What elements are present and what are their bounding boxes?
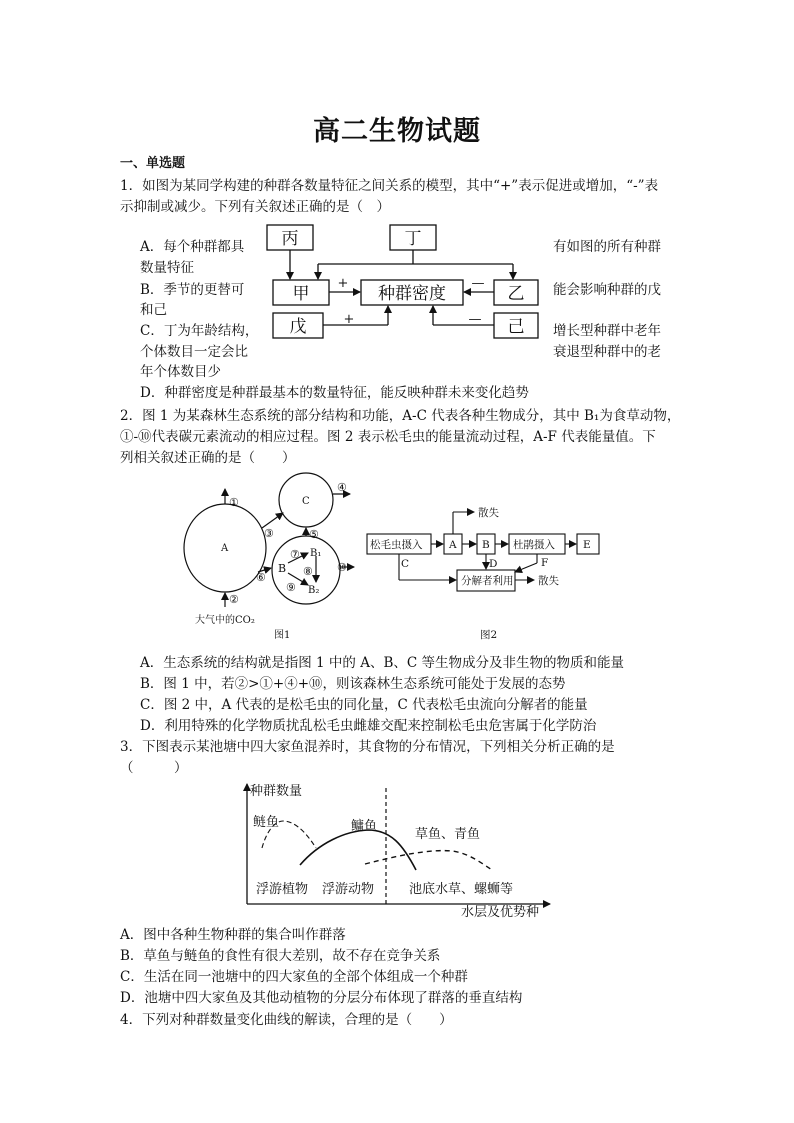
sign-minus-yi: — — [471, 276, 485, 291]
q2-stem-line2: ①-⑩代表碳元素流动的相应过程。图 2 表示松毛虫的能量流动过程，A-F 代表能量值。下 — [120, 429, 656, 445]
graph-zone3: 池底水草、螺蛳等 — [409, 882, 514, 897]
graph-silver: 鲢鱼 — [253, 815, 280, 830]
sign-plus-jia: + — [337, 276, 349, 291]
fig2-f: F — [541, 557, 549, 569]
fig2-a: A — [449, 539, 457, 551]
curve-bighead — [300, 830, 416, 870]
fig1-label-a: A — [221, 543, 229, 554]
q1-option-c-right1: 增长型种群中老年 — [553, 323, 661, 339]
graph-bighead: 鳙鱼 — [351, 819, 378, 834]
fig1-label-b1: B₁ — [310, 548, 322, 559]
label-ding: 丁 — [404, 229, 422, 249]
fig2-e: E — [583, 539, 591, 551]
fig2-caption: 图2 — [480, 629, 498, 641]
q1-option-c-line2: 个体数目一定会比 — [140, 344, 248, 360]
fig1-n5: ⑤ — [309, 528, 319, 541]
fig1-n3: ③ — [264, 527, 274, 540]
fig1-n7: ⑦ — [290, 548, 300, 561]
graph-ylabel: 种群数量 — [250, 784, 303, 799]
label-wu: 戊 — [289, 317, 307, 337]
fig2-loss2: 散失 — [538, 575, 559, 587]
q1-option-d: D．种群密度是种群最基本的数量特征，能反映种群未来变化趋势 — [140, 385, 529, 401]
q2-option-a: A．生态系统的结构就是指图 1 中的 A、B、C 等生物成分及非生物的物质和能量 — [140, 655, 625, 671]
curve-grass — [365, 851, 492, 870]
q1-option-a-line2: 数量特征 — [140, 260, 194, 276]
sign-minus-ji: — — [468, 312, 482, 327]
q1-option-c-line3: 年个体数目少 — [140, 364, 221, 380]
q2-fig1 — [184, 473, 354, 607]
q2-option-d: D．利用特殊的化学物质扰乱松毛虫雌雄交配来控制松毛虫危害属于化学防治 — [140, 718, 597, 734]
q1-diagram — [267, 225, 538, 338]
fig2-c: C — [401, 558, 410, 570]
label-yi: 乙 — [507, 284, 525, 304]
fig1-n6: ⑥ — [256, 571, 266, 584]
q1-option-b-line2: 和己 — [140, 302, 167, 318]
fig1-label-b: B — [278, 562, 287, 575]
fig1-n8: ⑧ — [303, 565, 313, 578]
q1-option-a-right: 有如图的所有种群 — [553, 239, 661, 255]
q1-stem-line2: 示抑制或减少。下列有关叙述正确的是（ ） — [120, 199, 390, 215]
q3-option-c: C．生活在同一池塘中的四大家鱼的全部个体组成一个种群 — [120, 969, 468, 985]
q3-option-d: D．池塘中四大家鱼及其他动植物的分层分布体现了群落的垂直结构 — [120, 990, 523, 1006]
q1-option-c-line1: C．丁为年龄结构， — [140, 323, 259, 339]
q3-paren: （ ） — [120, 760, 188, 776]
q4-stem: 4．下列对种群数量变化曲线的解读，合理的是（ ） — [120, 1012, 453, 1028]
fig1-caption: 图1 — [274, 630, 291, 641]
fig1-label-c: C — [302, 496, 310, 507]
graph-zone1: 浮游植物 — [256, 882, 309, 897]
q3-option-b: B．草鱼与鲢鱼的食性有很大差别，故不存在竞争关系 — [120, 948, 441, 964]
q1-option-a-line1: A．每个种群都具 — [140, 239, 245, 255]
section-heading: 一、单选题 — [120, 156, 186, 171]
fig1-n2: ② — [229, 593, 239, 606]
fig1-co2: 大气中的CO₂ — [195, 615, 255, 626]
label-ji: 己 — [507, 317, 525, 337]
graph-xlabel: 水层及优势种 — [461, 905, 540, 920]
fig2-decomposer: 分解者利用 — [461, 575, 514, 587]
q2-option-c: C．图 2 中，A 代表的是松毛虫的同化量，C 代表松毛虫流向分解者的能量 — [140, 697, 588, 713]
graph-zone2: 浮游动物 — [322, 882, 375, 897]
q1-option-c-right2: 衰退型种群中的老 — [553, 344, 661, 360]
fig2-intake: 松毛虫摄入 — [370, 539, 423, 551]
sign-plus-wu: + — [343, 312, 355, 327]
label-center: 种群密度 — [378, 284, 446, 304]
fig1-n1: ① — [229, 496, 239, 509]
q1-option-b-line1: B．季节的更替可 — [140, 282, 245, 298]
q3-stem: 3．下图表示某池塘中四大家鱼混养时，其食物的分布情况，下列相关分析正确的是 — [120, 739, 615, 755]
fig2-loss1: 散失 — [478, 507, 499, 519]
graph-grass: 草鱼、青鱼 — [415, 827, 481, 842]
fig1-n9: ⑨ — [286, 581, 296, 594]
q3-option-a: A．图中各种生物种群的集合叫作群落 — [120, 927, 346, 943]
fig2-b: B — [482, 539, 490, 551]
fig2-d: D — [489, 558, 498, 570]
label-jia: 甲 — [292, 284, 310, 304]
q2-stem-line1: 2．图 1 为某森林生态系统的部分结构和功能，A-C 代表各种生物成分，其中 B₁为食草动物， — [120, 408, 681, 424]
fig1-n4: ④ — [337, 481, 347, 494]
fig1-label-b2: B₂ — [308, 585, 320, 596]
page-title: 高二生物试题 — [313, 116, 481, 147]
q1-stem-line1: 1．如图为某同学构建的种群各数量特征之间关系的模型，其中“+”表示促进或增加，“-”表 — [120, 178, 659, 194]
label-bing: 丙 — [281, 229, 299, 249]
fig1-n10: ⑩ — [337, 561, 347, 574]
q2-option-b: B．图 1 中，若②>①+④+⑩，则该森林生态系统可能处于发展的态势 — [140, 676, 566, 692]
q2-stem-line3: 列相关叙述正确的是（ ） — [120, 450, 296, 466]
fig2-cuckoo: 杜鹃摄入 — [513, 539, 555, 551]
q1-option-b-right: 能会影响种群的戊 — [553, 282, 661, 298]
